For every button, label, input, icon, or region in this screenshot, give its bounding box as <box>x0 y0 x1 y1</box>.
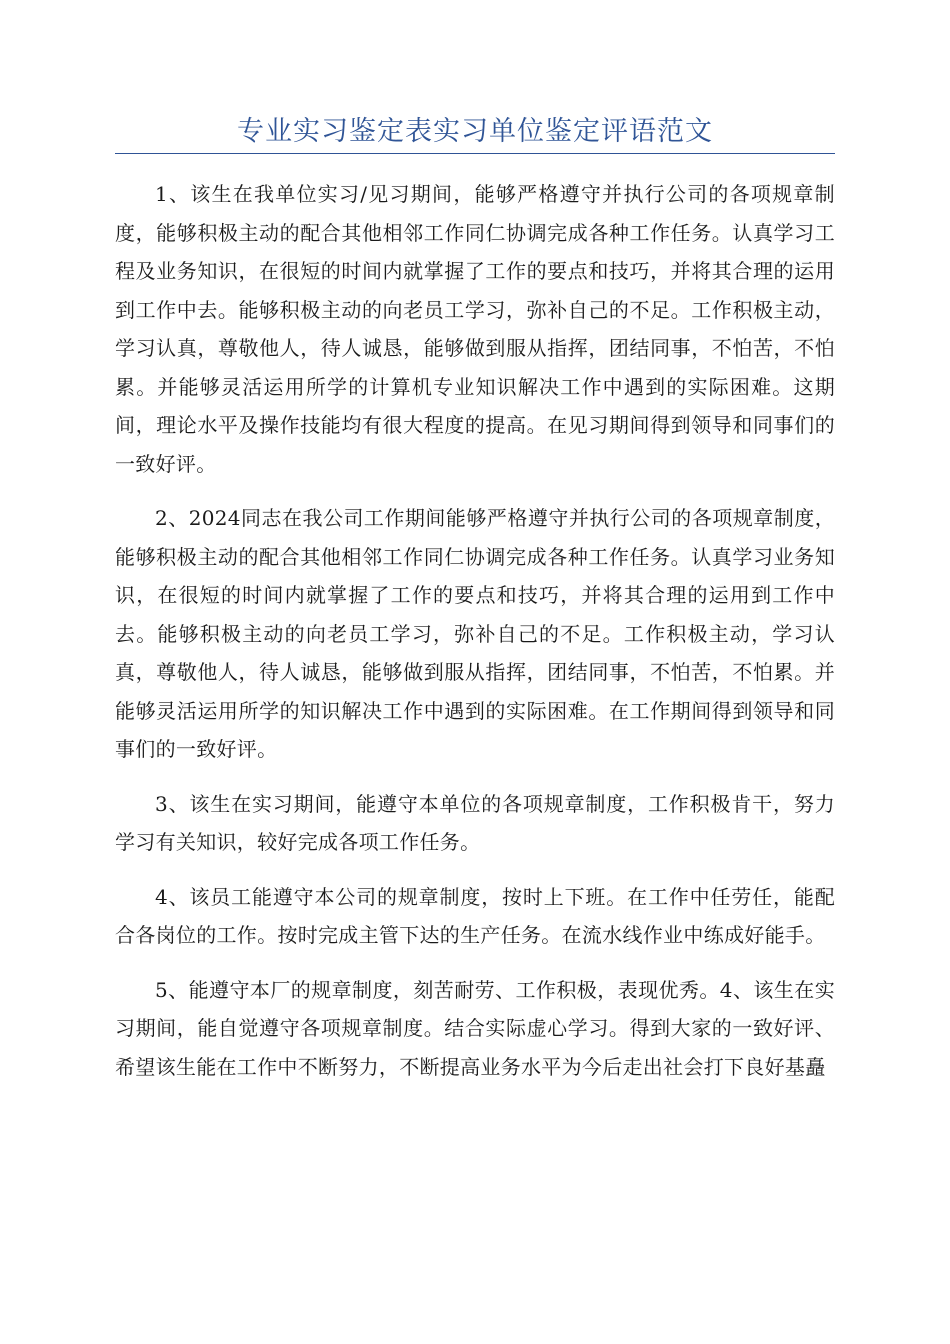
paragraph-1: 1、该生在我单位实习/见习期间，能够严格遵守并执行公司的各项规章制度，能够积极主动的配合其他相邻工作同仁协调完成各种工作任务。认真学习工程及业务知识，在很短的时间内就掌握了工作的要点和技巧，并将其合理的运用到工作中去。能够积极主动的向老员工学习，弥补自己的不足。工作积极主动，学习认真，尊敬他人，待人诚恳，能够做到服从指挥，团结同事，不怕苦，不怕累。并能够灵活运用所学的计算机专业知识解决工作中遇到的实际困难。这期间，理论水平及操作技能均有很大程度的提高。在见习期间得到领导和同事们的一致好评。 <box>115 182 835 476</box>
paragraph-3: 3、该生在实习期间，能遵守本单位的各项规章制度，工作积极肯干，努力学习有关知识，较好完成各项工作任务。 <box>115 791 835 854</box>
paragraph-2: 2、2024同志在我公司工作期间能够严格遵守并执行公司的各项规章制度，能够积极主动的配合其他相邻工作同仁协调完成各种工作任务。认真学习业务知识，在很短的时间内就掌握了工作的要点和技巧，并将其合理的运用到工作中去。能够积极主动的向老员工学习，弥补自己的不足。工作积极主动，学习认真，尊敬他人，待人诚恳，能够做到服从指挥，团结同事，不怕苦，不怕累。并能够灵活运用所学的知识解决工作中遇到的实际困难。在工作期间得到领导和同事们的一致好评。 <box>115 506 835 761</box>
title-underline <box>115 153 835 154</box>
document-body <box>115 175 835 1102</box>
document-title: 专业实习鉴定表实习单位鉴定评语范文 <box>237 116 713 147</box>
paragraph-4: 4、该员工能遵守本公司的规章制度，按时上下班。在工作中任劳任，能配合各岗位的工作。按时完成主管下达的生产任务。在流水线作业中练成好能手。 <box>115 884 835 947</box>
paragraph-5: 5、能遵守本厂的规章制度，刻苦耐劳、工作积极，表现优秀。4、该生在实习期间，能自觉遵守各项规章制度。结合实际虚心学习。得到大家的一致好评、希望该生能在工作中不断努力，不断提高业务水平为今后走出社会打下良好基矗 <box>115 977 835 1079</box>
